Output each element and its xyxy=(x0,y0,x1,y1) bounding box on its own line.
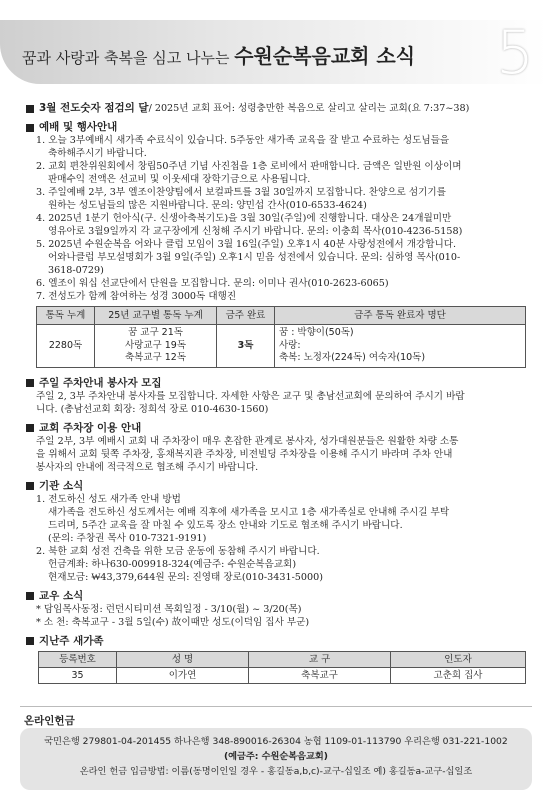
bulletin-content xyxy=(26,96,530,684)
table-header-row xyxy=(39,651,526,667)
account-holder: (예금주: 수원순복음교회) xyxy=(223,751,329,762)
reading-total: 2280독 xyxy=(37,325,95,368)
table-cell: 고춘희 집사 xyxy=(391,667,526,683)
section-title: 교우 소식 xyxy=(39,589,84,602)
table-header: 교 구 xyxy=(249,651,391,667)
bullet-square-icon xyxy=(26,124,34,132)
notice-line: 5. 2025년 수원순복음 어와나 클럽 모임이 3월 16일(주일) 오후1시 40분 사랑성전에서 개강합니다. xyxy=(36,239,457,250)
notice-line: * 담임목사동정: 런던시티미션 목회일정 - 3/10(월) ~ 3/20(목) xyxy=(36,603,302,615)
notice-line: (문의: 주창권 목사 010-7321-9191) xyxy=(48,532,207,544)
notice-line: 2. 북한 교회 성전 건축을 위한 모금 운동에 동참해 주시기 바랍니다. xyxy=(36,545,320,557)
table-header: 인도자 xyxy=(391,651,526,667)
bank-accounts: 국민은행 279801-04-201455 하나은행 348-890016-26304 농협 1109-01-113790 우리은행 031-221-1002 xyxy=(44,736,508,747)
notice-line: 을 위해서 교회 뒷쪽 주차장, 홍채복지관 주차장, 비전빌딩 주차장을 이용해 주시기 바라며 주차 안내 xyxy=(36,448,453,460)
table-header: 성 명 xyxy=(117,651,249,667)
table-header: 25년 교구별 통독 누계 xyxy=(95,307,217,325)
notice-line: 원하는 성도님들의 많은 지원바랍니다. 문의: 양민섭 간사(010-6533-4624) xyxy=(48,200,367,211)
notice-line: 3. 주일예배 2부, 3부 엘조이찬양팀에서 보컬파트를 3월 30일까지 모집합니다. 찬양으로 섬기기를 xyxy=(36,187,446,198)
section-organization-news xyxy=(26,480,530,493)
completer-line: 사랑: xyxy=(279,339,301,351)
section-parking-volunteer xyxy=(26,377,530,390)
section-title: 예배 및 행사안내 xyxy=(39,121,118,133)
notice-line: 드리며, 5주간 교육을 잘 마칠 수 있도록 장소 안내와 기도로 협조해 주시기 바랍니다. xyxy=(48,519,403,531)
notice-line: 주일 2부, 3부 예배시 교회 내 주차장이 매우 혼잡한 관계로 봉사자, 성가대원분들은 원활한 차량 소통 xyxy=(36,435,459,447)
divider xyxy=(20,706,532,707)
table-row xyxy=(39,667,526,683)
section-title: 기관 소식 xyxy=(39,479,84,492)
completer-line: 축복: 노정자(224독) 여숙자(10독) xyxy=(279,352,426,363)
notice-line: 니다. (총남선교회 회장: 정희석 장로 010-4630-1560) xyxy=(36,403,269,415)
page-number: 5 xyxy=(495,20,534,84)
notice-line: * 소 천: 축복교구 - 3월 5일(수) 故이때만 성도(이덕임 집사 부군) xyxy=(36,616,310,628)
table-header: 등록번호 xyxy=(39,651,117,667)
notice-line: 2. 교회 편찬위원회에서 창립50주년 기념 사진첩을 1층 로비에서 판매합니다. 금액은 일반원 이상이며 xyxy=(36,161,462,172)
new-members-table xyxy=(38,651,526,684)
notice-line: 영유아로 3월9일까지 각 교구장에게 신청해 주시기 바랍니다. 문의: 이충희 목사(010-4236-5158) xyxy=(48,226,463,237)
bullet-square-icon xyxy=(26,105,34,113)
section-member-news xyxy=(26,590,530,603)
bullet-square-icon xyxy=(26,424,34,432)
deposit-method: 온라인 헌금 입금방법: 이름(동명이인일 경우 - 홍길동a,b,c)-교구-십일조 예) 홍길동a-교구-십일조 xyxy=(79,766,473,777)
section-evangelism-month xyxy=(26,102,530,115)
table-header-row xyxy=(37,307,526,325)
bullet-square-icon xyxy=(26,592,34,600)
bullet-square-icon xyxy=(26,637,34,645)
district-totals xyxy=(95,325,217,368)
district-total: 축복교구 12독 xyxy=(125,352,186,363)
notice-line: 7. 전성도가 함께 참여하는 성경 3000독 대행진 xyxy=(36,291,237,302)
section-parking-guide xyxy=(26,422,530,435)
section-title: 지난주 새가족 xyxy=(39,634,104,647)
section-worship-events xyxy=(26,121,530,134)
church-motto: / 2025년 교회 표어: 성령충만한 복음으로 살리고 살리는 교회(요 7:37~38) xyxy=(148,103,470,114)
notice-line: 3618-0729) xyxy=(48,265,104,276)
notice-line: 축하해주시기 바랍니다. xyxy=(48,148,147,159)
section-title: 주일 주차안내 봉사자 모집 xyxy=(39,376,162,389)
bullet-square-icon xyxy=(26,482,34,490)
table-header: 금주 완료 xyxy=(217,307,275,325)
completer-names xyxy=(275,325,526,368)
section-title: 3월 전도숫자 점검의 달 xyxy=(39,102,149,114)
table-cell: 35 xyxy=(39,667,117,683)
notice-line: 1. 전도하신 성도 새가족 안내 방법 xyxy=(36,493,181,505)
week-complete: 3독 xyxy=(217,325,275,368)
completer-line: 꿈 : 박향이(50독) xyxy=(279,327,354,338)
notice-line: 봉사자의 안내에 적극적으로 협조해 주시기 바랍니다. xyxy=(36,461,259,473)
header-title-prefix: 꿈과 사랑과 축복을 심고 나누는 xyxy=(22,49,235,67)
table-header: 통독 누계 xyxy=(37,307,95,325)
notice-line: 판매수익 전액은 선교비 및 이웃세대 장학기금으로 사용됩니다. xyxy=(48,174,311,185)
notice-line: 어와나클럽 부모설명회가 3월 9일(주일) 오후1시 믿음 성전에서 있습니다. 문의: 심하영 목사(010- xyxy=(48,252,461,263)
header-title-main: 수원순복음교회 소식 xyxy=(234,44,416,68)
notice-line: 주일 2, 3부 주차안내 봉사자를 모집합니다. 자세한 사항은 교구 및 총남선교회에 문의하여 주시기 바랍 xyxy=(36,390,465,402)
table-row xyxy=(37,325,526,368)
bullet-square-icon xyxy=(26,379,34,387)
district-total: 사랑교구 19독 xyxy=(125,339,186,351)
notice-line: 현재모금: ₩43,379,644원 문의: 진영태 장로(010-3431-5000) xyxy=(48,571,323,583)
section-title: 교회 주차장 이용 안내 xyxy=(39,421,142,434)
notice-line: 6. 엘조이 워십 선교단에서 단원을 모집합니다. 문의: 이미나 권사(010-2623-6065) xyxy=(36,278,389,289)
table-header: 금주 통독 완료자 명단 xyxy=(275,307,526,325)
notice-line: 새가족을 전도하신 성도께서는 예배 직후에 새가족을 모시고 1층 새가족실로 안내해 주시길 부탁 xyxy=(48,506,450,518)
page-header xyxy=(0,20,548,84)
notice-line: 4. 2025년 1분기 헌아식(구. 신생아축복기도)을 3월 30일(주일)에 진행합니다. 대상은 24개월미만 xyxy=(36,213,452,224)
bible-reading-table xyxy=(36,306,526,368)
online-offering-title: 온라인헌금 xyxy=(24,715,75,727)
table-cell: 이가연 xyxy=(117,667,249,683)
online-offering-box xyxy=(20,728,532,790)
table-cell: 축복교구 xyxy=(249,667,391,683)
notice-line: 헌금계좌: 하나630-009918-324(예금주: 수원순복음교회) xyxy=(48,558,297,570)
header-title xyxy=(22,40,415,69)
notice-line: 1. 오늘 3부예배시 새가족 수료식이 있습니다. 5주동안 새가족 교육을 잘 받고 수료하는 성도님들을 xyxy=(36,135,450,146)
district-total: 꿈 교구 21독 xyxy=(128,327,183,338)
section-new-members xyxy=(26,635,530,648)
